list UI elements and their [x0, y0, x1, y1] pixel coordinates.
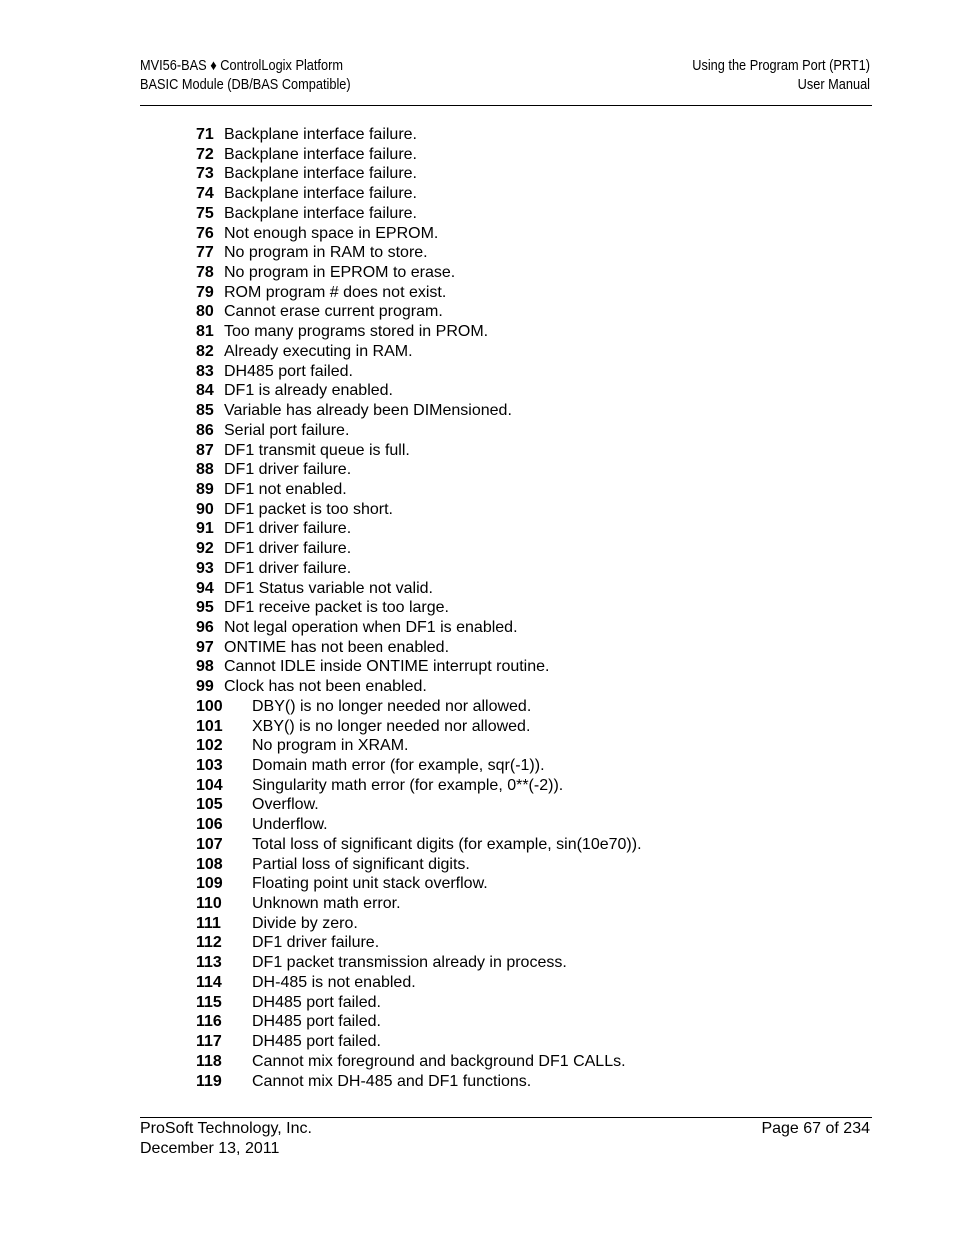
error-code-row [196, 421, 642, 441]
error-code-number: 105 [196, 796, 223, 814]
error-code-number: 112 [196, 934, 222, 952]
error-code-number: 117 [196, 1033, 222, 1051]
error-code-message: Serial port failure. [224, 421, 350, 439]
error-code-message: Variable has already been DIMensioned. [224, 402, 512, 420]
error-code-message: ROM program # does not exist. [224, 283, 447, 301]
error-code-message: Divide by zero. [252, 914, 358, 932]
error-code-message: DF1 driver failure. [252, 934, 380, 952]
error-code-number: 106 [196, 816, 223, 834]
error-code-message: Singularity math error (for example, 0**(-2)). [252, 776, 564, 794]
error-code-number: 73 [196, 165, 214, 183]
error-code-message: Floating point unit stack overflow. [252, 875, 488, 893]
error-code-message: DF1 driver failure. [224, 520, 352, 538]
error-code-row [196, 184, 642, 204]
error-code-message: DH-485 is not enabled. [252, 973, 416, 991]
header-section-info [692, 57, 870, 95]
error-code-row [196, 993, 642, 1013]
error-code-message: Already executing in RAM. [224, 342, 413, 360]
error-code-number: 94 [196, 579, 214, 597]
error-code-row [196, 677, 642, 697]
error-code-number: 79 [196, 283, 214, 301]
error-code-message: DF1 packet is too short. [224, 500, 393, 518]
error-code-row [196, 460, 642, 480]
error-code-number: 100 [196, 697, 223, 715]
error-code-row [196, 164, 642, 184]
error-code-row [196, 539, 642, 559]
header-product-subtitle: BASIC Module (DB/BAS Compatible) [140, 77, 351, 93]
error-code-message: DF1 driver failure. [224, 559, 352, 577]
error-code-number: 103 [196, 757, 223, 774]
footer-date: December 13, 2011 [140, 1139, 280, 1157]
error-code-number: 90 [196, 500, 214, 518]
error-code-message: Backplane interface failure. [224, 126, 417, 143]
error-code-row [196, 657, 642, 677]
error-code-number: 113 [196, 954, 222, 972]
error-code-row [196, 500, 642, 520]
error-code-row [196, 441, 642, 461]
error-code-message: No program in XRAM. [252, 737, 409, 755]
header-document-type: User Manual [797, 77, 870, 93]
error-code-number: 72 [196, 145, 214, 163]
error-code-row [196, 322, 642, 342]
error-code-number: 71 [196, 126, 214, 143]
error-code-message: Backplane interface failure. [224, 145, 417, 163]
error-code-number: 83 [196, 362, 214, 380]
error-code-number: 114 [196, 973, 222, 991]
error-code-message: DBY() is no longer needed nor allowed. [252, 697, 532, 715]
error-code-number: 116 [196, 1013, 222, 1031]
footer-publisher-info [140, 1119, 312, 1158]
error-code-message: Unknown math error. [252, 895, 401, 913]
error-code-number: 91 [196, 520, 214, 538]
error-code-number: 74 [196, 185, 214, 203]
error-code-message: DH485 port failed. [224, 362, 353, 380]
error-code-message: ONTIME has not been enabled. [224, 638, 450, 656]
header-product-title: MVI56-BAS ♦ ControlLogix Platform [140, 58, 343, 74]
error-code-number: 84 [196, 382, 214, 400]
footer-divider [140, 1117, 872, 1118]
error-code-message: Partial loss of significant digits. [252, 855, 470, 873]
error-code-number: 89 [196, 480, 214, 498]
error-code-row [196, 815, 642, 835]
error-code-number: 76 [196, 224, 214, 242]
error-code-message: Overflow. [252, 796, 319, 814]
error-code-number: 108 [196, 855, 223, 873]
error-code-message: Cannot IDLE inside ONTIME interrupt routine. [224, 658, 550, 676]
error-code-row [196, 283, 642, 303]
error-code-row [196, 638, 642, 658]
error-code-list [196, 125, 642, 1091]
error-code-row [196, 618, 642, 638]
error-code-message: DF1 transmit queue is full. [224, 441, 410, 459]
error-code-row [196, 243, 642, 263]
error-code-row [196, 559, 642, 579]
error-code-message: XBY() is no longer needed nor allowed. [252, 717, 531, 735]
error-code-number: 92 [196, 540, 214, 558]
footer-page-number: Page 67 of 234 [761, 1120, 870, 1137]
error-code-number: 118 [196, 1052, 222, 1070]
error-code-message: Cannot mix foreground and background DF1 CALLs. [252, 1052, 626, 1070]
error-code-message: DF1 Status variable not valid. [224, 579, 433, 597]
error-code-number: 104 [196, 776, 223, 794]
error-code-number: 86 [196, 421, 214, 439]
error-code-message: DF1 driver failure. [224, 461, 352, 479]
error-code-number: 81 [196, 323, 214, 341]
error-code-number: 78 [196, 264, 214, 282]
error-code-number: 80 [196, 303, 214, 321]
error-code-message: Total loss of significant digits (for example, sin(10e70)). [252, 835, 642, 853]
error-code-number: 85 [196, 402, 214, 420]
error-code-number: 87 [196, 441, 214, 459]
error-code-row [196, 1072, 642, 1092]
error-code-row [196, 795, 642, 815]
error-code-row [196, 381, 642, 401]
error-code-row [196, 598, 642, 618]
header-product-info [140, 57, 351, 95]
error-code-message: DF1 packet transmission already in process. [252, 954, 567, 972]
error-code-number: 75 [196, 204, 214, 222]
error-code-number: 119 [196, 1072, 222, 1090]
error-code-message: No program in EPROM to erase. [224, 264, 456, 282]
error-code-message: No program in RAM to store. [224, 244, 428, 262]
error-code-number: 97 [196, 638, 214, 656]
error-code-message: Domain math error (for example, sqr(-1)). [252, 757, 545, 774]
error-code-row [196, 1032, 642, 1052]
error-code-message: Not legal operation when DF1 is enabled. [224, 618, 518, 636]
error-code-number: 77 [196, 244, 214, 262]
error-code-message: DH485 port failed. [252, 1013, 381, 1031]
error-code-row [196, 953, 642, 973]
error-code-message: DF1 is already enabled. [224, 382, 393, 400]
error-code-message: Too many programs stored in PROM. [224, 323, 489, 341]
error-code-number: 98 [196, 658, 214, 676]
error-code-row [196, 855, 642, 875]
error-code-message: Cannot mix DH-485 and DF1 functions. [252, 1072, 532, 1090]
error-code-row [196, 973, 642, 993]
error-code-row [196, 874, 642, 894]
header-divider [140, 105, 872, 106]
error-code-row [196, 776, 642, 796]
error-code-row [196, 224, 642, 244]
error-code-row [196, 519, 642, 539]
error-code-message: Cannot erase current program. [224, 303, 443, 321]
error-code-message: Backplane interface failure. [224, 165, 417, 183]
footer-company: ProSoft Technology, Inc. [140, 1120, 312, 1137]
error-code-row [196, 894, 642, 914]
error-code-message: Clock has not been enabled. [224, 678, 427, 696]
error-code-row [196, 401, 642, 421]
error-code-row [196, 145, 642, 165]
error-code-message: Backplane interface failure. [224, 204, 417, 222]
error-code-number: 111 [196, 914, 221, 932]
error-code-message: DH485 port failed. [252, 993, 381, 1011]
page-header [140, 57, 870, 105]
error-code-row [196, 933, 642, 953]
error-code-message: DF1 not enabled. [224, 480, 347, 498]
error-code-number: 88 [196, 461, 214, 479]
error-code-number: 107 [196, 835, 223, 853]
error-code-message: DF1 receive packet is too large. [224, 599, 449, 617]
error-code-number: 110 [196, 895, 222, 913]
error-code-row [196, 302, 642, 322]
error-code-row [196, 717, 642, 737]
error-code-message: DF1 driver failure. [224, 540, 352, 558]
error-code-row [196, 362, 642, 382]
error-code-row [196, 835, 642, 855]
error-code-number: 101 [196, 717, 223, 735]
error-code-row [196, 263, 642, 283]
error-code-message: Underflow. [252, 816, 328, 834]
error-code-number: 115 [196, 993, 222, 1011]
error-code-number: 93 [196, 559, 214, 577]
error-code-row [196, 579, 642, 599]
error-code-row [196, 125, 642, 145]
error-code-number: 99 [196, 678, 214, 696]
header-section-title: Using the Program Port (PRT1) [692, 58, 870, 74]
error-code-row [196, 914, 642, 934]
error-code-number: 95 [196, 599, 214, 617]
error-code-number: 82 [196, 342, 214, 360]
error-code-message: Not enough space in EPROM. [224, 224, 439, 242]
error-code-row [196, 697, 642, 717]
error-code-row [196, 204, 642, 224]
error-code-row [196, 1012, 642, 1032]
error-code-row [196, 736, 642, 756]
error-code-row [196, 756, 642, 776]
error-code-row [196, 1052, 642, 1072]
error-code-message: Backplane interface failure. [224, 185, 417, 203]
error-code-number: 102 [196, 737, 223, 755]
error-code-number: 109 [196, 875, 223, 893]
error-code-row [196, 480, 642, 500]
error-code-row [196, 342, 642, 362]
error-code-number: 96 [196, 618, 214, 636]
error-code-message: DH485 port failed. [252, 1033, 381, 1051]
